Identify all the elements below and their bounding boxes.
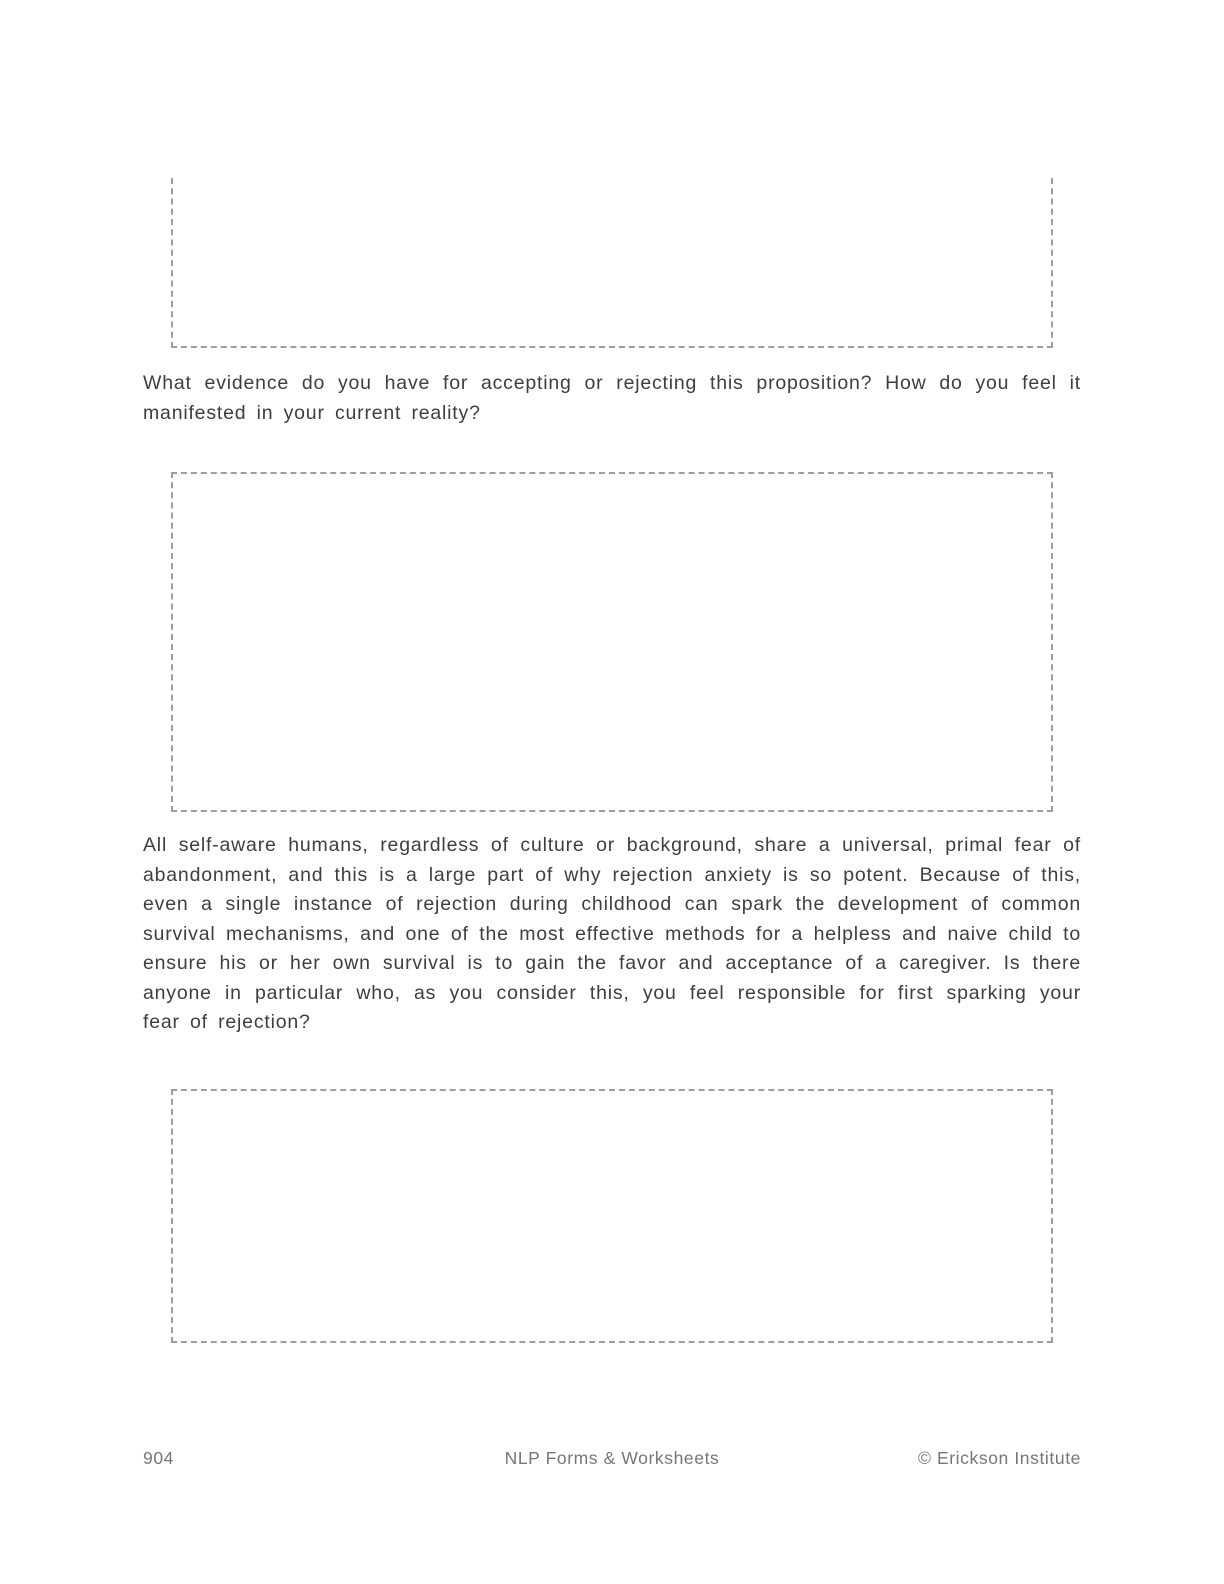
footer-copyright: © Erickson Institute (918, 1447, 1082, 1468)
prompt-evidence-question: What evidence do you have for accepting or rejecting this proposition? How do you feel it manifested in your current reality? (143, 372, 1081, 424)
prompt-abandonment-question: All self-aware humans, regardless of culture or background, share a universal, primal fear of abandonment, and this is a large part of why rejection anxiety is so potent. Because of this, even a single instance of rejection during childhood can spark the development of common survival mechanisms, and one of the most effective methods for a helpless and naive child to ensure his or her own survival is to gain the favor and acceptance of a caregiver. Is there anyone in particular who, as you consider this, you feel responsible for first sparking your fear of rejection? (143, 834, 1081, 1033)
response-box-continued[interactable] (171, 178, 1053, 348)
page-footer (143, 1447, 1081, 1469)
footer-page-number: 904 (143, 1447, 174, 1468)
response-box-evidence[interactable] (171, 472, 1053, 812)
response-box-abandonment[interactable] (171, 1089, 1053, 1343)
footer-title: NLP Forms & Worksheets (504, 1447, 720, 1468)
